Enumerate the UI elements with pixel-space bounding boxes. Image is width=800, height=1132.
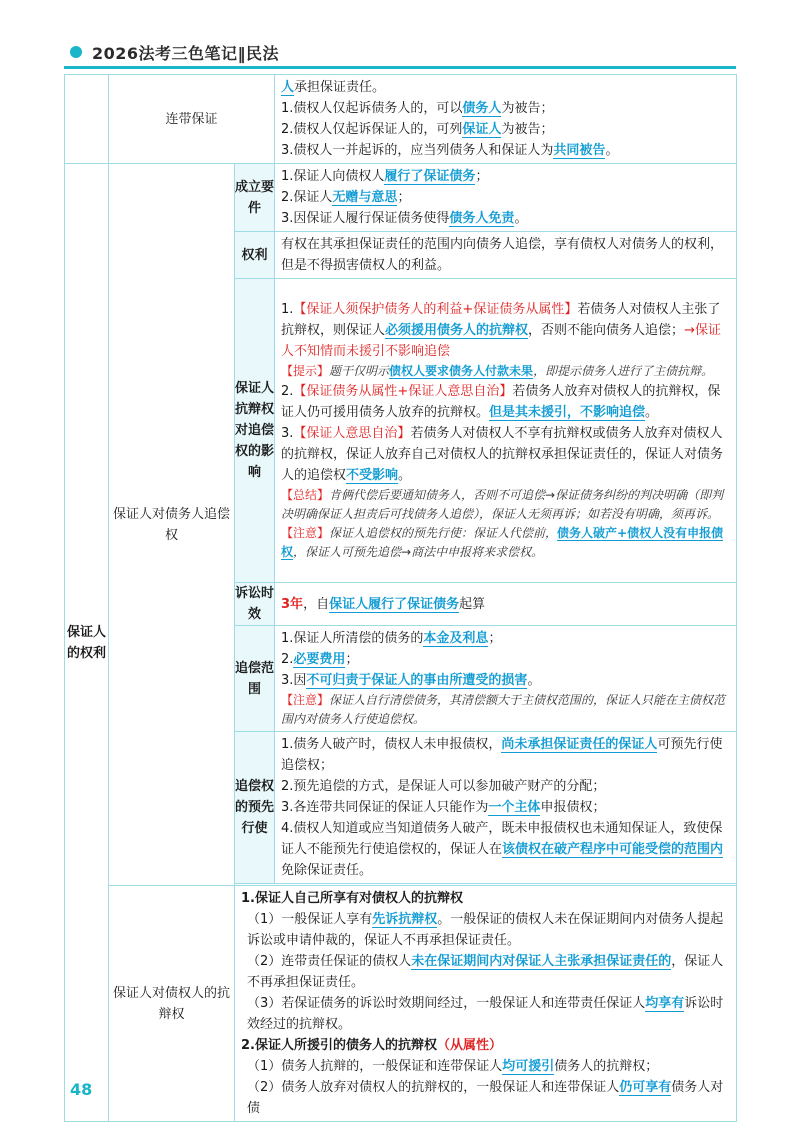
content-establish: 1.保证人向债权人履行了保证债务； 2.保证人无赠与意思； 3.因保证人履行保证债务使得债务人免责。 [275, 164, 737, 232]
content-joint-guarantee: 人承担保证责任。 1.债权人仅起诉债务人的，可以债务人为被告； 2.债权人仅起诉保证人的，可列保证人为被告； 3.债权人一并起诉的，应当列债务人和保证人为共同被告。 [275, 75, 737, 164]
label-defense-effect: 保证人抗辩权对追偿权的影响 [235, 279, 275, 583]
content-scope: 1.保证人所清偿的债务的本金及利息； 2.必要费用； 3.因不可归责于保证人的事由所遭受的损害。 【注意】保证人自行清偿债务，其清偿额大于主债权范围的，保证人只能在主债权范围内对债务人行使追偿权。 [275, 626, 737, 732]
section-guarantor-rights: 保证人的权利 [65, 164, 109, 1122]
page-header [64, 38, 736, 64]
label-establish: 成立要件 [235, 164, 275, 232]
label-scope: 追偿范围 [235, 626, 275, 732]
label-joint-guarantee: 连带保证 [109, 75, 275, 164]
content-advance: 1.债务人破产时，债权人未申报债权，尚未承担保证责任的保证人可预先行使追偿权； 2.预先追偿的方式，是保证人可以参加破产财产的分配； 3.各连带共同保证的保证人只能作为一个主体申报债权； 4.债权人知道或应当知道债务人破产，既未申报债权也未通知保证人，致使保证人不能预先行使追偿权的，保证人在该债权在破产程序中可能受偿的范围内免除保证责任。 [275, 732, 737, 884]
content-defense: 1.保证人自己所享有对债权人的抗辩权 （1）一般保证人享有先诉抗辩权。一般保证的债权人未在保证期间内对债务人提起诉讼或申请仲裁的，保证人不再承担保证责任。 （2）连带责任保证的债权人未在保证期间内对保证人主张承担保证责任的，保证人不再承担保证责任。 （3）若保证债务的诉讼时效期间经过，一般保证人和连带责任保证人均享有诉讼时效经过的抗辩权。 2.保证人所援引的债务人的抗辩权（从属性） （1）债务人抗辩的，一般保证和连带保证人均可援引债务人的抗辩权； （2）债务人放弃对债权人的抗辩权的，一般保证人和连带保证人仍可享有债务人对债 [235, 886, 737, 1122]
label-advance: 追偿权的预先行使 [235, 732, 275, 884]
cell-blank [65, 75, 109, 164]
content-right: 有权在其承担保证责任的范围内向债务人追偿，享有债权人对债务人的权利，但是不得损害债权人的利益。 [275, 232, 737, 279]
content-limitation: 3年，自保证人履行了保证债务起算 [275, 583, 737, 626]
row-joint-guarantee [65, 75, 737, 164]
label-right: 权利 [235, 232, 275, 279]
sub-defense-right: 保证人对债权人的抗辩权 [109, 886, 235, 1122]
notes-table [64, 74, 737, 1122]
row-defense [65, 886, 737, 1122]
header-title: 2026法考三色笔记‖民法 [92, 44, 280, 63]
label-limitation: 诉讼时效 [235, 583, 275, 626]
header-dot-icon [70, 46, 82, 58]
page-number: 48 [70, 1080, 93, 1099]
sub-recourse-right: 保证人对债务人追偿权 [109, 164, 235, 886]
content-defense-effect: 1.【保证人须保护债务人的利益+保证债务从属性】若债务人对债权人主张了抗辩权，则保证人必须援用债务人的抗辩权，否则不能向债务人追偿；→保证人不知情而未援引不影响追偿 【提示】题干仅明示债权人要求债务人付款未果，即提示债务人进行了主债抗辩。 2.【保证债务从属性+保证人意思自治】若债务人放弃对债权人的抗辩权，保证人仍可援用债务人放弃的抗辩权。但是其未援引，不影响追偿。 3.【保证人意思自治】若债务人对债权人不享有抗辩权或债务人放弃对债权人的抗辩权，保证人放弃自己对债权人的抗辩权承担保证责任的，保证人对债务人的追偿权不受影响。 【总结】肯俩代偿后要通知债务人，否则不可追偿→保证债务纠纷的判决明确（即判决明确保证人担责后可找债务人追偿），保证人无须再诉；如若没有明确，须再诉。 【注意】保证人追偿权的预先行使：保证人代偿前，债务人破产+债权人没有申报债权，保证人可预先追偿→商法中申报将来求偿权。 [275, 279, 737, 583]
row-establish [65, 164, 737, 232]
header-rule [64, 66, 736, 69]
